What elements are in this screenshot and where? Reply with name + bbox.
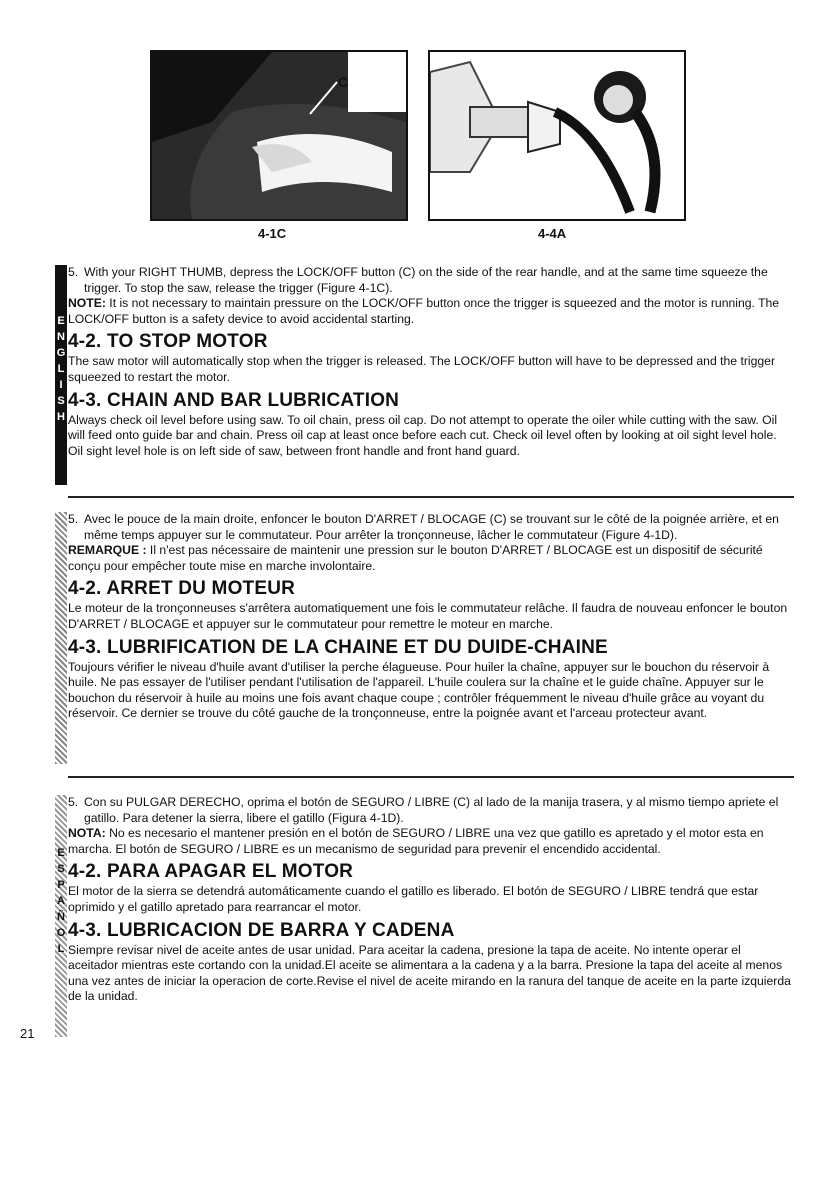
note-label: NOTE: <box>68 296 106 311</box>
figure-4-4a <box>428 50 686 221</box>
note-label: REMARQUE : <box>68 543 147 558</box>
figure-caption-4-4a: 4-4A <box>538 226 567 241</box>
tab-letter: Ñ <box>57 911 65 923</box>
step-text: Avec le pouce de la main droite, enfoncer le bouton D'ARRET / BLOCAGE (C) se trouvant sur le côté de la poignée arrière, et en même temps appuyer sur le commutateur. Pour arrêter la tronçonneuse, lâcher le commutateur (Figure 4-1D). <box>84 512 779 542</box>
tab-letter: G <box>56 347 66 359</box>
paragraph-lubrication: Always check oil level before using saw. To oil chain, press oil cap. Do not attempt to operate the oiler while cutting with the saw. Oil will feed onto guide bar and chain. Press oil cap at least once before each cut. Check oil level often by looking at oil sight level hole. Oil sight level hole is on left side of saw, between front handle and front hand guard. <box>68 412 778 458</box>
paragraph-lubrication: Siempre revisar nivel de aceite antes de usar unidad. Para aceitar la cadena, presione la tapa de aceite. No intente operar el aceitador mientras este cortando con la unidad.El aceite se alimentara a la cadena y a la barra. Presione la tapa del aceite al menos una vez antes de iniciar la operacion de corte.Revise el nivel de aceite mirando en la ranura del tanque de aceite en la parte izquierda de la unidad. <box>68 942 791 1004</box>
step-number: 5. <box>68 795 79 809</box>
step-5 <box>68 795 794 826</box>
note-text: It is not necessary to maintain pressure on the LOCK/OFF button once the trigger is squeezed and the motor is running. The LOCK/OFF button is a safety device to avoid accidental starting. <box>68 296 780 326</box>
tab-letter: N <box>57 331 65 343</box>
heading-lubrication: 4-3. CHAIN AND BAR LUBRICATION <box>68 389 400 411</box>
note-label: NOTA: <box>68 826 106 841</box>
tab-letter: L <box>57 363 65 375</box>
note <box>68 543 794 574</box>
divider <box>68 776 794 778</box>
tab-letter: E <box>57 315 65 327</box>
note-text: No es necesario el mantener presión en el botón de SEGURO / LIBRE una vez que gatillo es apretado y el motor esta en marcha. El botón de SEGURO / LIBRE es un mecanismo de seguridad para prevenir el encendido accidental. <box>68 826 764 856</box>
heading-stop-motor: 4-2. TO STOP MOTOR <box>68 331 268 353</box>
divider <box>68 496 794 498</box>
tab-letter: I <box>59 379 63 391</box>
section-english <box>68 265 794 459</box>
figure-caption-4-1c: 4-1C <box>258 226 287 241</box>
language-tab-spanish <box>55 795 67 1037</box>
tab-letter: O <box>56 927 66 939</box>
note <box>68 826 794 857</box>
power-plug-illustration <box>430 52 684 219</box>
tab-letter: A <box>57 895 65 907</box>
heading-stop-motor: 4-2. PARA APAGAR EL MOTOR <box>68 861 354 883</box>
tab-letter: E <box>57 847 65 859</box>
section-spanish <box>68 795 794 1005</box>
paragraph-stop-motor: Le moteur de la tronçonneuses s'arrêtera automatiquement une fois le commutateur relâche. Il faudra de nouveau enfoncer le bouton D'ARRET / BLOCAGE et appuyer sur le commutateur pour remettre le moteur en marche. <box>68 601 788 631</box>
step-text: Con su PULGAR DERECHO, oprima el botón de SEGURO / LIBRE (C) al lado de la manija trasera, y al mismo tiempo apriete el gatillo. Para detener la sierra, libere el gatillo (Figura 4-1D). <box>84 795 779 825</box>
step-5 <box>68 265 794 296</box>
language-tab-english <box>55 265 67 485</box>
paragraph-lubrication: Toujours vérifier le niveau d'huile avant d'utiliser la perche élagueuse. Pour huiler la chaîne, appuyer sur le bouchon du réservoir à huile. Ne pas essayer de l'utiliser pendant l'utilisation de l'appareil. L'huile coulera sur la chaîne et le guide chaîne. Appuyer sur le bouchon du réservoir à huile au moins une fois avant chaque coupe ; contrôler fréquemment le niveau d'huile grâce au voyant du réservoir. Ce dernier se trouve du côté gauche de la tronçonneuse, entre la poignée avant et l'arceau protecteur avant. <box>68 659 770 721</box>
step-number: 5. <box>68 265 79 279</box>
heading-lubrication: 4-3. LUBRIFICATION DE LA CHAINE ET DU DUIDE-CHAINE <box>68 636 608 658</box>
page-number: 21 <box>20 1026 35 1041</box>
paragraph-stop-motor: El motor de la sierra se detendrá automáticamente cuando el gatillo es liberado. El botón de SEGURO / LIBRE tendrá que estar oprimido y el gatillo apretado para rearrancar el motor. <box>68 884 759 914</box>
heading-lubrication: 4-3. LUBRICACION DE BARRA Y CADENA <box>68 919 455 941</box>
section-french <box>68 512 794 722</box>
paragraph-stop-motor: The saw motor will automatically stop when the trigger is released. The LOCK/OFF button will have to be depressed and the trigger squeezed to restart the motor. <box>68 354 775 384</box>
callout-c: C <box>338 74 349 90</box>
tab-letter: P <box>57 879 65 891</box>
heading-stop-motor: 4-2. ARRET DU MOTEUR <box>68 578 296 600</box>
step-text: With your RIGHT THUMB, depress the LOCK/OFF button (C) on the side of the rear handle, and at the same time squeeze the trigger. To stop the saw, release the trigger (Figure 4-1C). <box>84 265 768 295</box>
tab-letter: S <box>57 863 65 875</box>
note <box>68 296 794 327</box>
note-text: Il n'est pas nécessaire de maintenir une pression sur le bouton D'ARRET / BLOCAGE est un dispositif de sécurité conçu pour empêcher toute mise en marche involontaire. <box>68 543 763 573</box>
rear-handle-illustration <box>152 52 406 219</box>
language-tab-french <box>55 512 67 764</box>
tab-letter: L <box>57 943 65 955</box>
tab-letter: H <box>57 411 65 423</box>
figure-4-1c <box>150 50 408 221</box>
step-5 <box>68 512 794 543</box>
step-number: 5. <box>68 512 79 526</box>
tab-letter: S <box>57 395 65 407</box>
